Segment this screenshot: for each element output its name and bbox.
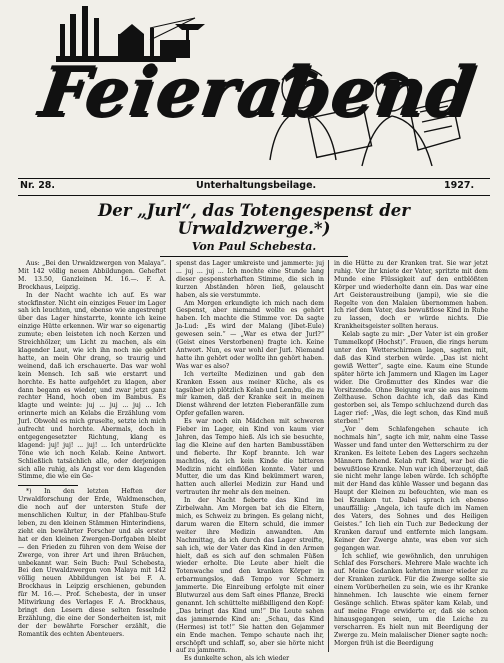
paragraph: Am Morgen erkundigte ich mich nach dem Gespenst, aber niemand wollte es gehört haben. Ich machte die Stimme vor. Da sagte Ja-Lud: „Es wird der Malang (Jibet-Eule) gewesen sein.“ — „War es etwa der Jurl?“ (Geist eines Verstorbenen) fragte ich. Keine Antwort. Nun, es war wohl der Jurl. Niemand hatte ihn gehört oder wollte ihn gehört haben. Was war es also? — [176, 299, 324, 370]
footnote: *) In den letzten Heften der Urwaldforschung der Erde, Waldmenschen, die noch auf der untersten Stufe der menschlichen Kultur, in der Pfahlbau-Stufe leben, zu den kleinen Stämmen Hinterindiens, zieht ein bewährter Forscher und als erster hat er den kleinen Zwergen-Dorfgaben bleibt — den Frieden zu führen von dem Weise der Zwerge, von ihrer Art und ihren Bräuchen, unbekannt war. Sein Buch: Paul Schebesta, Bei den Urwaldzwergen von Malaya mit 142 völlig neuen Abbildungen ist bei F. A. Brockhaus in Leipzig erschienen, gebunden für M. 16.—. Prof. Schebesta, der in unser Mitwirkung des Verlages F. A. Brockhaus, bringt den Lesern diese selten fesselnde Erzählung, die eine der Sonderheiten ist, mit der der bewährte Forscher erzählt, die Romantik des echten Abenteuers. — [18, 488, 166, 638]
paragraph: In der Nacht fieberte das Kind im Zirbelwahn. Am Morgen bat ich die Eltern, mich, es Schweiz zu bringen. Es gelang nicht, darum waren die Eltern schuld, die immer weiter ihre Medizin anwandten. Am Nachmittag, da ich durch das Lager streifte, sah ich, wie der Vater das Kind in den Armen hielt, daß es sich auf den schmalen Füßen wieder erholte. Die Leute aber hielt die Totenwache und den kranken Körper in erbarmungslos, daß Tempo vor Schmerz jammerte. Die Einreibung erfolgte mit einer Blutwurzel aus dem Saft eines Pflanze, Brecki genannt. Ich schüttelte mißbilligend den Kopf: „Das bringt das Kind um!“ Die Leute sahen das jammernde Kind an: „Schau, das Kind (Hermes) ist tot!“ Sie hatten den Gejammer ein Ende machen. Tempo schaute nach ihr, erschöpft und schlaff, so, aber sie hörte nicht auf zu jammern. — [176, 497, 324, 655]
issue-section: Unterhaltungsbeilage. — [196, 180, 317, 191]
headline-line-1: Der „Jurl“, das Totengespenst der — [98, 201, 410, 220]
paragraph: In der Nacht wachte ich auf. Es war stockfinster. Nicht ein einziges Feuer im Lager sah ich leuchten, und, ebenso wie angestrengt über das Lager hinstarrte, konnte ich keine einzige Hütte erkennen. Wir war so eigenartig zumute; eben leisteten ich noch Kerzen und Streichhölzer, um Licht zu machen, als ein klagender Laut, wie ich ihn noch nie gehört hatte, an mein Ohr drang, so traurig und weinend, daß ich erschauerte. Das war wohl kein Mensch. Ich saß wie erstarrt und horchte. Es hatte aufgehört zu klagen, aber dann begann es wieder, und zwar jetzt ganz rechter Hand, hoch oben im Bambus. Es klagte und weinte: juj ... juj ... juj ... Ich erinnerte mich an Kelabs die Erzählung vom Jurl. Obwohl es mich gruselte, setzte ich mich aufrecht und horchte. Abermals, doch in entgegengesetzter Richtung, klang es klagend: juj! juj! ... juj! ... Ich unterdrückte Töne wie ich noch Kelab. Keine Antwort. Schließlich tatsächlich alle, oder derjenigen sich alle ruhig, als Angst vor dem klagenden Stimme, die wie ein Ge- — [18, 291, 166, 481]
meta-rule — [18, 195, 490, 196]
paragraph: in die Hütte zu der Kranken trat. Sie war jetzt ruhig. Vor ihr kniete der Vater, spritzte mit dem Munde eine Flüssigkeit auf den entblößten Körper und wiederholte dann ein. Das war eine Art Geisteraustreibung (jampi), wie sie die Regelte von den Malaien übernommen haben. Ich rief dem Vater, das bewußtlose Kind in Ruhe zu lassen, doch er würde nichts. Die Krankheitsgeister sollten heraus. — [334, 260, 488, 331]
headline-line-2: Urwaldzwerge.*) — [177, 219, 331, 238]
paragraph: Ich verteilte Medizinen und gab den Kranken Essen aus meiner Küche, als es tagsüber ich plötzlich Kelab und Lembu, die zu mir kamen, daß der Kranke seit in meinen Dienst während der letzten Fieberanfälle zum Opfer gefallen waren. — [176, 370, 324, 418]
column-1 — [18, 260, 166, 652]
column-divider — [170, 260, 171, 652]
article-headline — [18, 202, 490, 238]
paragraph: Es dunkelte schon, als ich wieder — [184, 655, 290, 663]
article-byline: Von Paul Schebesta. — [191, 240, 317, 253]
issue-year: 1927. — [444, 180, 475, 191]
column-3 — [334, 260, 488, 652]
issue-number: Nr. 28. — [20, 180, 56, 191]
paragraph: „Vor dem Schlafengehen schaute ich nochmals hin“, sagte ich mir, nahm eine Tasse Wasser und fand unter den Wetterschirm zu der Kranken. Es leitete Leben des Lagers sechzehn Männern flehend. Kelab ruft Kind, war bei die bewußtlose Kranke. Nun war ich überzeugt, daß sie nicht mehr lange leben würde. Ich schöpfte mit der Hand das kühle Wasser und begann das Haupt der Kleinen zu befeuchten, wie man es bei Kranken tut. Dabei sprach ich ebenso unauffällig: „Angela, ich taufe dich im Namen des Vaters, des Sohnes und des Heiligen Geistes.“ Ich lieh ein Tuch zur Bedeckung der Kranken darauf und entfernte mich langsam. Keiner der Zwerge ahnte, was eben vor sich gegangen war. — [334, 426, 488, 552]
paragraph: Ich schlief, wie gewöhnlich, den unruhigen Schlaf des Forschers. Mehrere Male wachte ich auf. Meine Gedanken kehrten immer wieder zu der Kranken zurück. Für die Zwerge sollte sie einem Vorüberheilen zu sein, wie es ihr Kranke hinnehmen. Ich lauschte wie einem ferner Gesänge schlich. Etwas später kam Kelab, und auf meine Frage erwiderte er, daß sie schon hinausgegangen seien, um die Leiche zu verscharren. Es hielt nun mit Beerdigung der Zwerge zu. Mein malaiischer Diener sagte noch: Morgen früh ist die Beerdigung — [334, 552, 488, 647]
masthead — [0, 0, 504, 178]
byline-rule — [160, 256, 348, 257]
column-2 — [176, 260, 324, 663]
footnote-rule — [18, 485, 78, 486]
paragraph: spenst das Lager umkreiste und jammerte: juj ... juj ... juj ... Ich mochte eine Stunde lang dieser gespensterhaften Stimme, die sich in kurzen Abständen hören ließ, gelauscht haben, als sie verstummte. — [176, 260, 324, 299]
issue-meta — [0, 180, 504, 194]
paragraph: Kelab sagte zu mir: „Der Vater ist ein großer Tummelkopf (Hochst)“. Frauen, die rings herum unter den Wetterschirmen lagen, sagten mit, daß das Kind sterben würde. „Das ist nicht gewiß Wetter“, sagte eine. Kaum eine Stunde später hörte ich Jammern und Klagen im Lager wider. Die Großmutter des Kindes war die Vorsitzende. Ohne Beigung war sie aus meinem Zelthause. Schon dachte ich, daß das Kind gestorben sei, als Tempo schluchzend durch das Lager rief: „Was, die legt schon, das Kind muß sterben!“ — [334, 331, 488, 426]
source-note: Aus: „Bei den Urwaldzwergen von Malaya“. Mit 142 völlig neuen Abbildungen. Geheftet M. 13.50, Ganzleinen M. 16.—. F. A. Brockhaus, Leipzig. — [18, 260, 166, 291]
column-divider — [328, 260, 329, 652]
paragraph: Es war noch ein Mädchen mit schweren Fieber im Lager, ein Kind von kaum vier Jahren, das Tempo hieß. Als ich sie besuchte, lag die Kleine auf den harten Bambusstäben und fieberte. Ihr Kopf brannte. Ich war machtlos, da ich kein Kinde die bitteren Medizin nicht einflößen konnte. Vater und Mutter, die um das Kind bekümmert waren, hatten auch allerlei Medizin zur Hand und vertrauten ihr mehr als den meinen. — [176, 418, 324, 497]
masthead-title: Feierabend — [34, 52, 481, 132]
